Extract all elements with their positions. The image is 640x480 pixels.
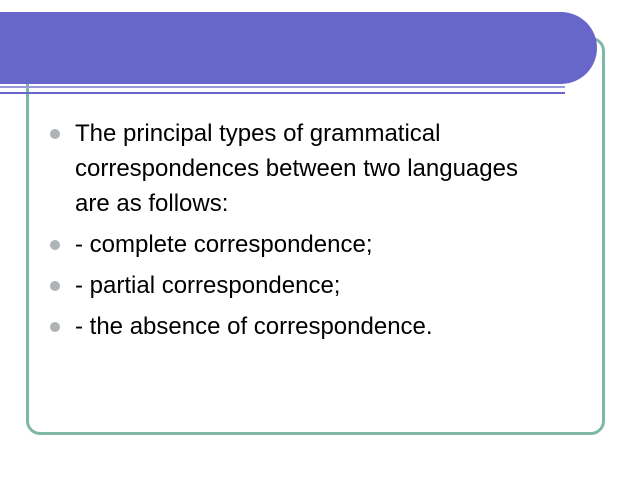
bullet-item (50, 227, 530, 262)
bullet-dot-icon (50, 322, 60, 332)
bullet-dot-icon (50, 240, 60, 250)
bullet-dot-icon (50, 129, 60, 139)
bullet-list (50, 116, 530, 350)
bullet-text: - complete correspondence; (75, 231, 373, 258)
bullet-text: - partial correspondence; (75, 272, 341, 299)
bullet-dot-icon (50, 281, 60, 291)
bullet-item (50, 116, 530, 221)
bullet-text: The principal types of grammatical correspondences between two languages are as follows: (75, 120, 518, 217)
bullet-item (50, 309, 530, 344)
bullet-item (50, 268, 530, 303)
bullet-text: - the absence of correspondence. (75, 313, 433, 340)
title-underline-dark (0, 92, 565, 94)
title-bar (0, 12, 597, 84)
title-underline-light (0, 86, 565, 88)
